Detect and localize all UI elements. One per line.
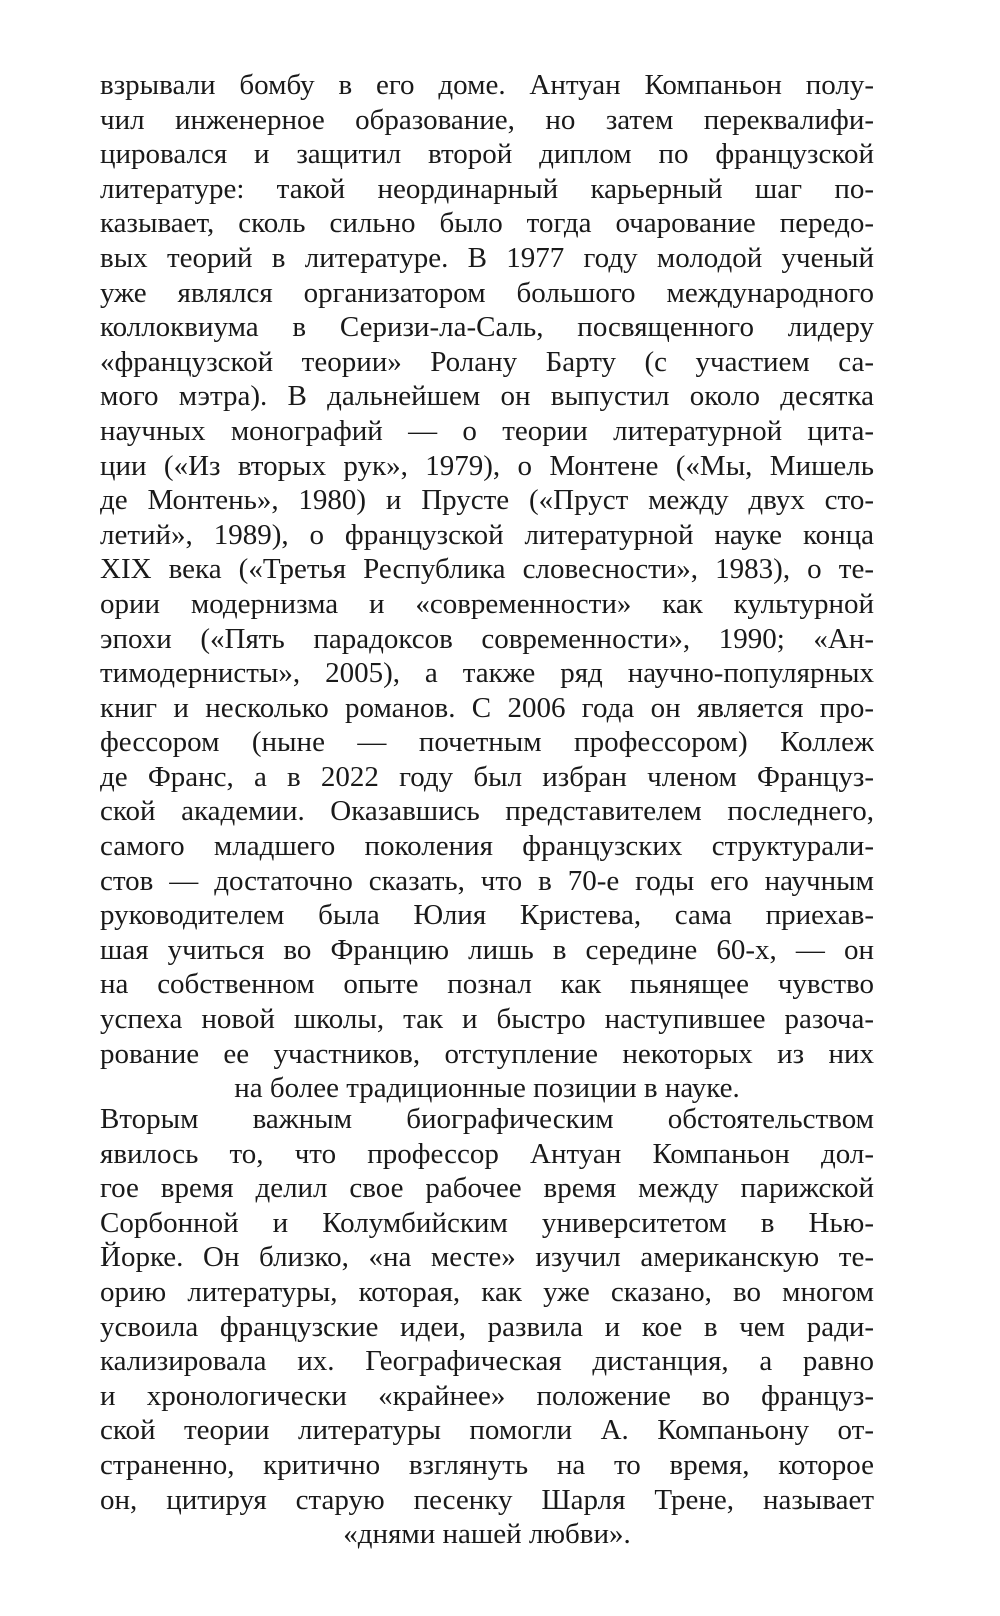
text-line: литературе: такой неординарный карьерный шаг по- [100, 172, 874, 205]
text-line: летий», 1989), о французской литературной науке конца [100, 518, 874, 551]
text-line: кализировала их. Географическая дистанция, а равно [100, 1345, 874, 1378]
text-line-last: на более традиционные позиции в науке. [234, 1072, 740, 1105]
text-line-last: «днями нашей любви». [343, 1518, 631, 1551]
paragraph-1 [100, 68, 874, 1106]
text-line: тимодернисты», 2005), а также ряд научно-популярных [100, 657, 874, 690]
text-line: мого мэтра). В дальнейшем он выпустил около десятка [100, 380, 874, 413]
text-line: стов — достаточно сказать, что в 70-е годы его научным [100, 864, 874, 897]
text-line: чил инженерное образование, но затем переквалифи- [100, 103, 874, 136]
text-line: книг и несколько романов. С 2006 года он является про- [100, 691, 874, 724]
text-line: руководителем была Юлия Кристева, сама приехав- [100, 899, 874, 932]
text-line: де Франс, а в 2022 году был избран членом Француз- [100, 760, 874, 793]
text-line: рование ее участников, отступление некоторых из них [100, 1037, 874, 1070]
text-line: и хронологически «крайнее» положение во француз- [100, 1379, 874, 1412]
text-line: коллоквиума в Серизи-ла-Саль, посвященного лидеру [100, 311, 874, 344]
text-line: ции («Из вторых рук», 1979), о Монтене («Мы, Мишель [100, 449, 874, 482]
text-line: успеха новой школы, так и быстро наступившее разоча- [100, 1003, 874, 1036]
text-line: де Монтень», 1980) и Прусте («Пруст между двух сто- [100, 484, 874, 517]
text-line: страненно, критично взглянуть на то время, которое [100, 1448, 874, 1481]
text-line: ской академии. Оказавшись представителем последнего, [100, 795, 874, 828]
text-line: научных монографий — о теории литературной цита- [100, 414, 874, 447]
text-line: XIX века («Третья Республика словесности», 1983), о те- [100, 553, 874, 586]
text-line: уже являлся организатором большого международного [100, 276, 874, 309]
text-line: взрывали бомбу в его доме. Антуан Компаньон полу- [100, 69, 874, 101]
text-line: эпохи («Пять парадоксов современности», 1990; «Ан- [100, 622, 874, 655]
text-line: явилось то, что профессор Антуан Компаньон дол- [100, 1137, 874, 1170]
text-line: казывает, сколь сильно было тогда очарование передо- [100, 207, 874, 240]
text-line: он, цитируя старую песенку Шарля Трене, называет [100, 1483, 874, 1516]
text-line: самого младшего поколения французских структурали- [100, 830, 874, 863]
text-line: вых теорий в литературе. В 1977 году молодой ученый [100, 241, 874, 274]
text-line: гое время делил свое рабочее время между парижской [100, 1172, 874, 1205]
text-line: ской теории литературы помогли А. Компаньону от- [100, 1414, 874, 1447]
text-line: Йорке. Он близко, «на месте» изучил американскую те- [100, 1241, 874, 1274]
text-line: усвоила французские идеи, развила и кое в чем ради- [100, 1310, 874, 1343]
text-line: Вторым важным биографическим обстоятельством [100, 1103, 874, 1135]
text-line: фессором (ныне — почетным профессором) Коллеж [100, 726, 874, 759]
text-line: ории модернизма и «современности» как культурной [100, 587, 874, 620]
text-line: на собственном опыте познал как пьянящее чувство [100, 968, 874, 1001]
text-line: «французской теории» Ролану Барту (с участием са- [100, 345, 874, 378]
paragraph-2 [100, 1102, 874, 1552]
text-line: шая учиться во Францию лишь в середине 60-х, — он [100, 933, 874, 966]
text-line: цировался и защитил второй диплом по французской [100, 138, 874, 171]
text-line: орию литературы, которая, как уже сказано, во многом [100, 1275, 874, 1308]
text-line: Сорбонной и Колумбийским университетом в Нью- [100, 1206, 874, 1239]
